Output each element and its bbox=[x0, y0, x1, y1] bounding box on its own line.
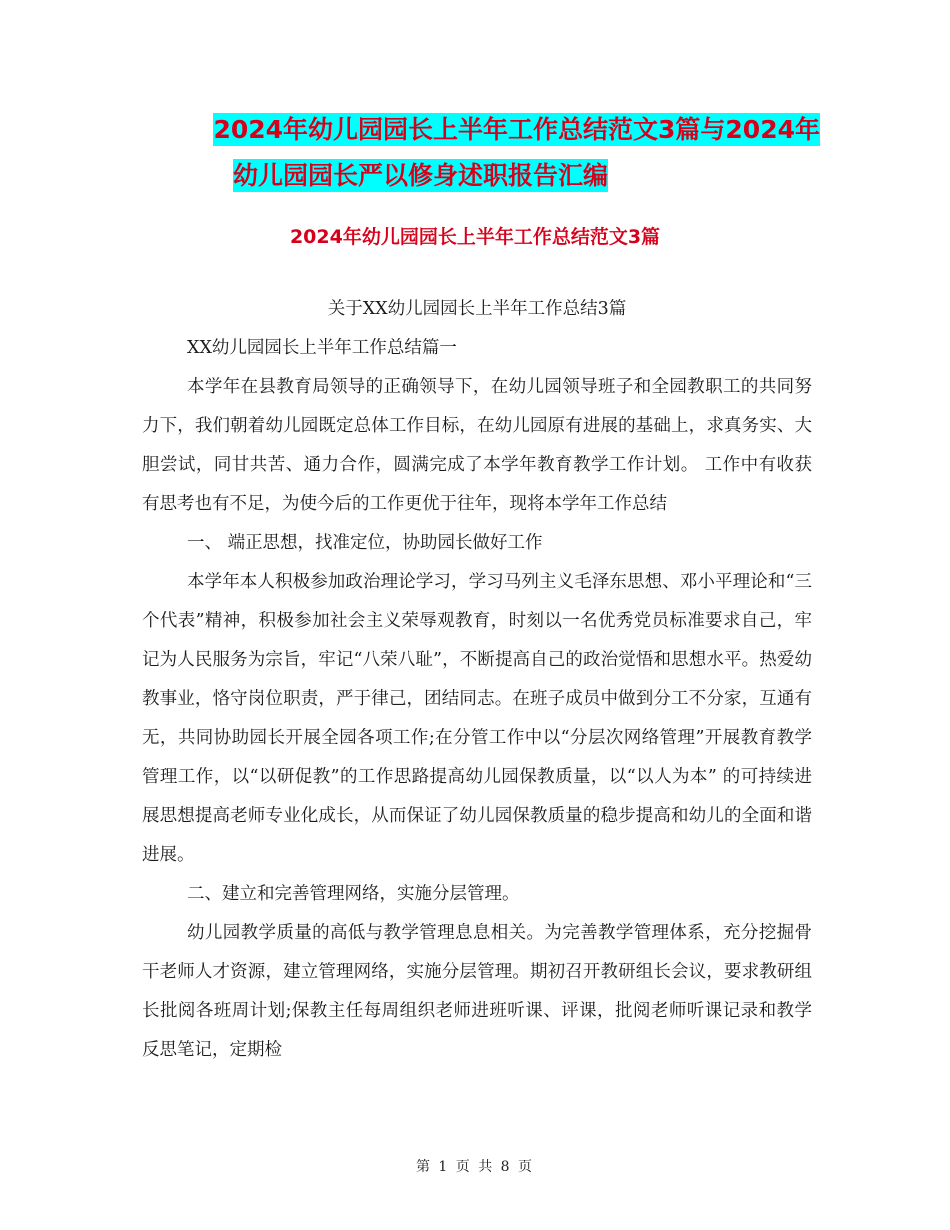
chapter-heading: XX幼儿园园长上半年工作总结篇一 bbox=[187, 338, 457, 358]
paragraph-2: 本学年本人积极参加政治理论学习，学习马列主义毛泽东思想、邓小平理论和“三个代表”精神，积极参加社会主义荣辱观教育，时刻以一名优秀党员标准要求自己，牢记为人民服务为宗旨，牢记“八荣八耻”，不断提高自己的政治觉悟和思想水平。热爱幼教事业，恪守岗位职责，严于律己，团结同志。在班子成员中做到分工不分家，互通有无，共同协助园长开展全园各项工作;在分管工作中以“分层次网络管理”开展教育教学管理工作，以“以研促教”的工作思路提高幼儿园保教质量，以“以人为本” 的可持续进展思想提高老师专业化成长，从而保证了幼儿园保教质量的稳步提高和幼儿的全面和谐进展。 bbox=[142, 572, 812, 865]
heading-2: 二、建立和完善管理网络，实施分层管理。 bbox=[187, 884, 520, 904]
paragraph-3: 幼儿园教学质量的高低与教学管理息息相关。为完善教学管理体系，充分挖掘骨干老师人才资源，建立管理网络，实施分层管理。期初召开教研组长会议，要求教研组长批阅各班周计划;保教主任每周组织老师进班听课、评课，批阅老师听课记录和教学反思笔记，定期检 bbox=[142, 923, 812, 1060]
page-footer: 第 1 页 共 8 页 bbox=[415, 1159, 535, 1175]
main-title-line-2: 幼儿园园长严以修身述职报告汇编 bbox=[233, 161, 609, 190]
section-title: 2024年幼儿园园长上半年工作总结范文3篇 bbox=[289, 226, 661, 248]
paragraph-1: 本学年在县教育局领导的正确领导下，在幼儿园领导班子和全园教职工的共同努力下，我们朝着幼儿园既定总体工作目标，在幼儿园原有进展的基础上，求真务实、大胆尝试，同甘共苦、通力合作，圆满完成了本学年教育教学工作计划。 工作中有收获有思考也有不足，为使今后的工作更优于往年，现将本学年工作总结 bbox=[142, 377, 812, 514]
document-body bbox=[142, 290, 812, 1070]
subtitle: 关于XX幼儿园园长上半年工作总结3篇 bbox=[327, 299, 627, 319]
main-title-line-1: 2024年幼儿园园长上半年工作总结范文3篇与2024年 bbox=[213, 115, 820, 144]
heading-1: 一、 端正思想，找准定位，协助园长做好工作 bbox=[187, 533, 543, 553]
